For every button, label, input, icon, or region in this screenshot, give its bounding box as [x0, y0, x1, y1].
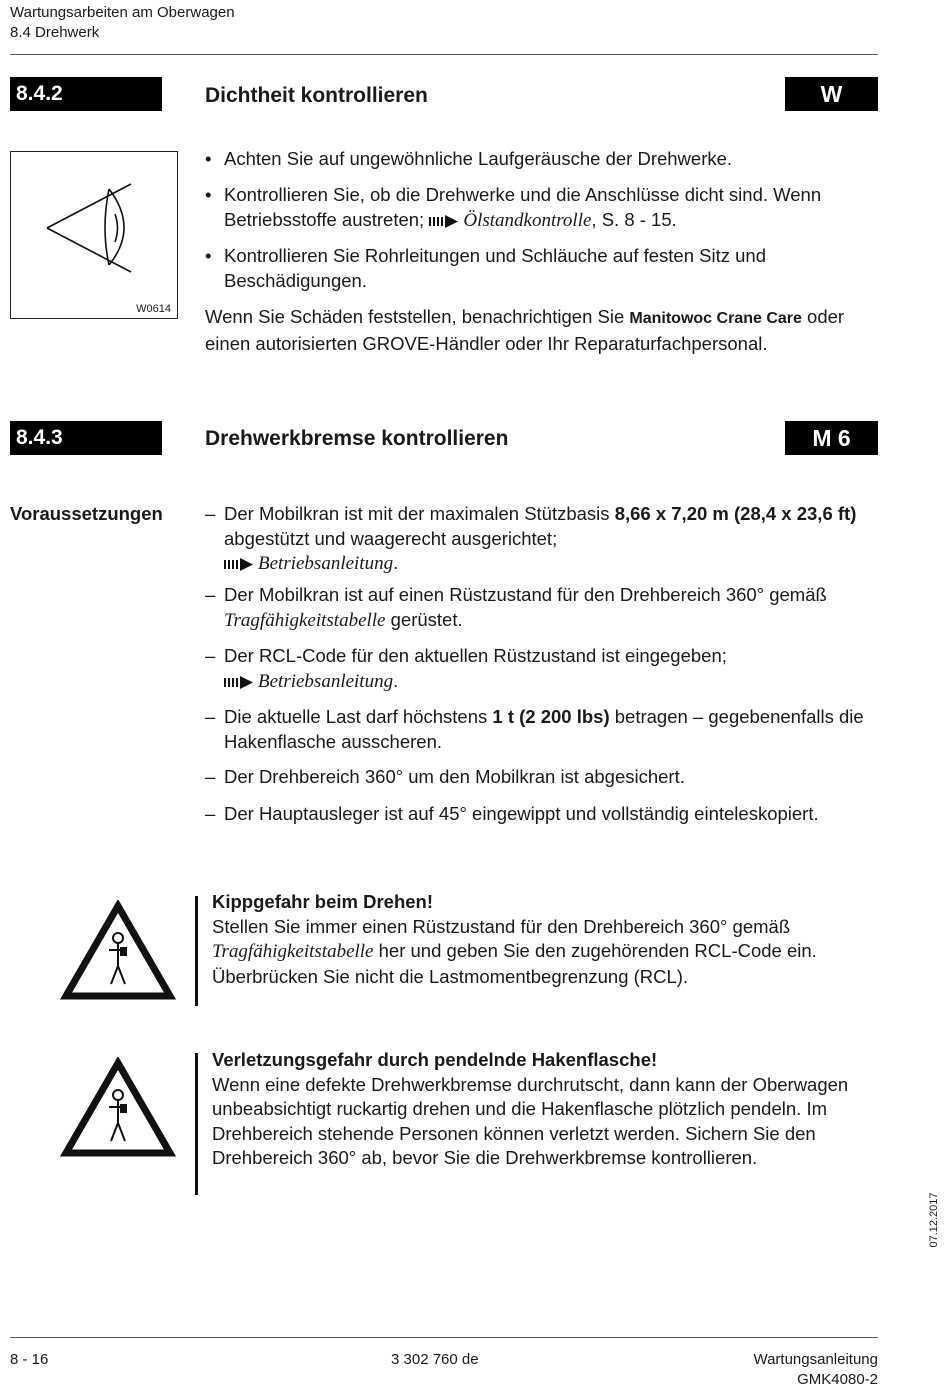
- warning-title: Verletzungsgefahr durch pendelnde Hakenflasche!: [212, 1049, 658, 1070]
- prerequisite-item: [205, 765, 885, 790]
- dash-marker: –: [205, 803, 216, 824]
- item-text: Die aktuelle Last darf höchstens: [224, 706, 493, 727]
- dash-marker: –: [205, 503, 216, 524]
- prerequisite-text: Der Drehbereich 360° um den Mobilkran ist abgesichert.: [224, 766, 685, 787]
- header-rule: [10, 54, 878, 55]
- inspection-figure: [10, 151, 178, 319]
- prerequisites-label: Voraussetzungen: [10, 503, 163, 524]
- document-number: 3 302 760 de: [391, 1351, 479, 1368]
- warning-injury: [212, 1048, 887, 1171]
- warning-tipping-icon-wrapper: [60, 900, 176, 1007]
- dash-marker: –: [205, 706, 216, 727]
- crossref-oelstandkontrolle[interactable]: Ölstandkontrolle: [463, 209, 592, 231]
- note-text: oder einen autorisierten GROVE-Händler oder Ihr Reparaturfachpersonal.: [205, 306, 845, 354]
- prerequisite-item: [205, 644, 885, 694]
- dash-marker: –: [205, 645, 216, 666]
- bullet-text-part: Kontrollieren Sie, ob die Drehwerke und die Anschlüsse dicht sind. Wenn Betriebsstoffe austreten;: [224, 184, 822, 230]
- damage-note: [205, 305, 885, 356]
- dash-marker: –: [205, 584, 216, 605]
- warning-person-icon: [60, 1057, 176, 1159]
- reference-arrow-icon: [429, 215, 459, 228]
- crossref-betriebsanleitung[interactable]: Betriebsanleitung: [258, 553, 394, 574]
- prerequisite-text: [224, 502, 885, 577]
- bullet-text-part: , S. 8 - 15.: [591, 208, 677, 230]
- section-title-842: Dichtheit kontrollieren: [205, 84, 428, 107]
- warning-text-part: Stellen Sie immer einen Rüstzustand für den Drehbereich 360° gemäß: [212, 915, 791, 937]
- manual-title: [753, 1350, 878, 1390]
- manufacturer-name: Manitowoc Crane Care: [629, 310, 802, 327]
- bullet-item: [205, 244, 885, 293]
- prerequisite-item: [205, 502, 885, 577]
- header-section: 8.4 Drehwerk: [10, 24, 100, 41]
- item-text: abgestützt und waagerecht ausgerichtet;: [224, 527, 558, 549]
- bullet-text: Kontrollieren Sie Rohrleitungen und Schläuche auf festen Sitz und Beschädigungen.: [224, 245, 766, 291]
- warning-text: [212, 915, 887, 990]
- item-text: Der Mobilkran ist mit der maximalen Stützbasis: [224, 503, 615, 524]
- figure-code: W0614: [136, 303, 171, 315]
- dash-marker: –: [205, 766, 216, 787]
- bullet-text: [224, 183, 885, 233]
- prerequisite-text: [224, 644, 885, 694]
- warning-tipping: [212, 890, 887, 989]
- warning-injury-icon-wrapper: [60, 1057, 176, 1164]
- item-text: .: [393, 552, 399, 573]
- prerequisite-item: [205, 705, 885, 754]
- crossref-betriebsanleitung[interactable]: Betriebsanleitung: [258, 670, 394, 692]
- item-text: Der Mobilkran ist auf einen Rüstzustand für den Drehbereich 360° gemäß: [224, 584, 827, 605]
- side-date: 07.12.2017: [928, 1192, 940, 1248]
- warning-text-part: her und geben Sie den zugehörenden RCL-Code ein. Überbrücken Sie nicht die Lastmomentbegrenzung (RCL).: [212, 940, 817, 987]
- bullet-dot: •: [205, 184, 212, 205]
- crossref-tragfaehigkeitstabelle[interactable]: Tragfähigkeitstabelle: [212, 941, 374, 962]
- warning-person-icon: [60, 900, 176, 1002]
- bullet-dot: •: [205, 148, 212, 169]
- item-emphasis: 8,66 x 7,20 m (28,4 x 23,6 ft): [614, 503, 857, 524]
- item-emphasis: 1 t (2 200 lbs): [492, 706, 610, 727]
- interval-badge-m6: M 6: [785, 421, 878, 455]
- prerequisite-item: [205, 802, 885, 827]
- bullet-item: [205, 147, 885, 172]
- bullet-item: [205, 183, 885, 233]
- side-date-wrapper: [922, 1190, 946, 1250]
- prerequisite-text: [224, 583, 885, 633]
- prerequisite-item: [205, 583, 885, 633]
- page-number: 8 - 16: [10, 1351, 49, 1368]
- section-number-843: 8.4.3: [10, 421, 162, 455]
- note-text: Wenn Sie Schäden feststellen, benachrichtigen Sie: [205, 306, 630, 327]
- manual-title-line: Wartungsanleitung: [753, 1351, 878, 1368]
- warning-bar: [195, 1053, 198, 1195]
- prerequisite-text: Der Hauptausleger ist auf 45° eingewippt und vollständig einteleskopiert.: [224, 803, 819, 824]
- warning-bar: [195, 896, 198, 1006]
- item-text: betragen – gegebenenfalls die Hakenflasche ausscheren.: [224, 706, 864, 752]
- reference-arrow-icon: [224, 676, 254, 689]
- section-number-842: 8.4.2: [10, 77, 162, 111]
- reference-arrow-icon: [224, 558, 254, 571]
- item-text: .: [393, 669, 399, 691]
- bullet-text: Achten Sie auf ungewöhnliche Laufgeräusche der Drehwerke.: [224, 148, 733, 169]
- prerequisite-text: [224, 705, 885, 754]
- eye-inspection-icon: [11, 152, 177, 318]
- footer-rule: [10, 1337, 878, 1338]
- bullet-dot: •: [205, 245, 212, 266]
- model-name: GMK4080-2: [797, 1371, 878, 1388]
- header-chapter: Wartungsarbeiten am Oberwagen: [10, 4, 235, 21]
- interval-badge-w: W: [785, 77, 878, 111]
- item-text: gerüstet.: [385, 608, 463, 630]
- crossref-tragfaehigkeitstabelle[interactable]: Tragfähigkeitstabelle: [224, 609, 386, 631]
- warning-title: Kippgefahr beim Drehen!: [212, 891, 433, 912]
- warning-text: Wenn eine defekte Drehwerkbremse durchrutscht, dann kann der Oberwagen unbeabsichtigt ruckartig drehen und die Hakenflasche plötzlich pendeln. Im Drehbereich stehende Personen können verletzt werden. Sichern Sie den Drehbereich 360° ab, bevor Sie die Drehwerkbremse kontrollieren.: [212, 1073, 849, 1168]
- section-title-843: Drehwerkbremse kontrollieren: [205, 427, 509, 450]
- item-text: Der RCL-Code für den aktuellen Rüstzustand ist eingegeben;: [224, 645, 727, 666]
